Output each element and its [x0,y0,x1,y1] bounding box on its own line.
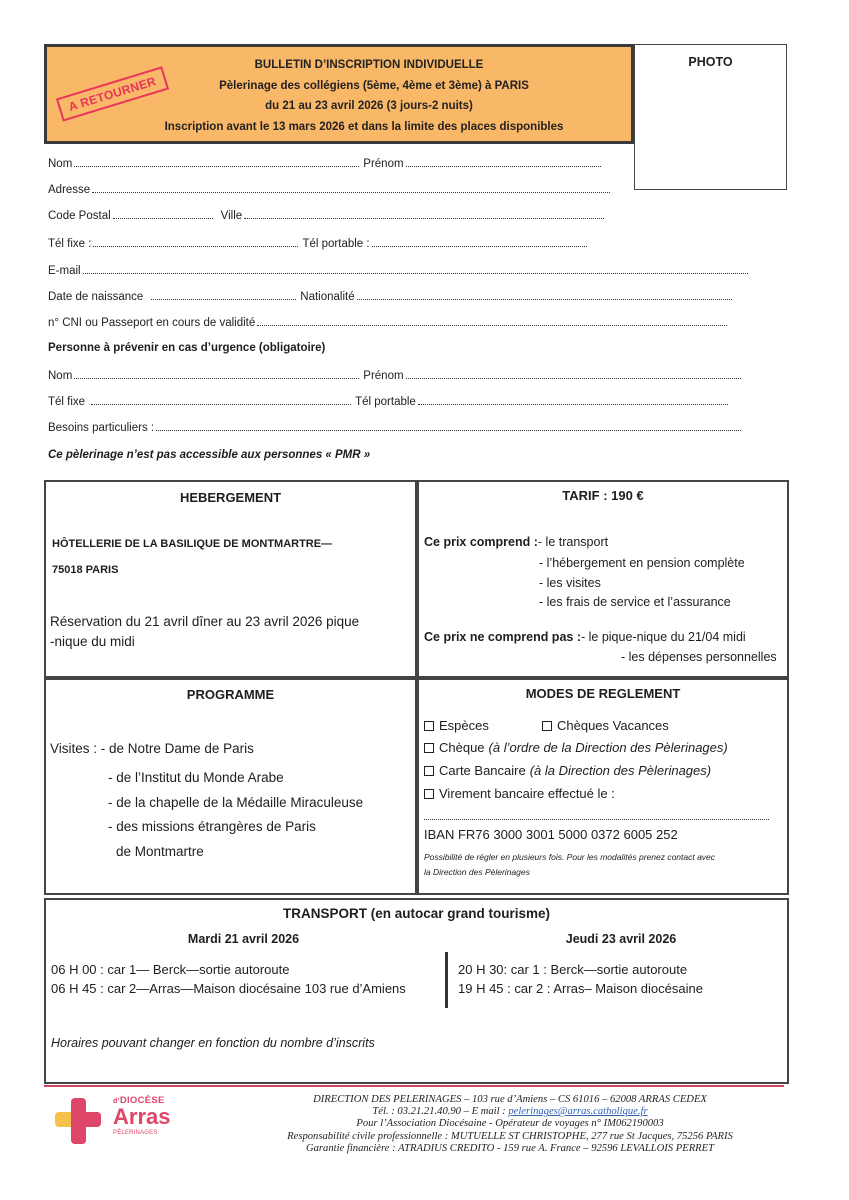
adresse-input[interactable] [92,183,610,193]
payment-carte-label: Carte Bancaire [439,763,526,778]
visit-first [50,741,254,756]
registration-deadline: Inscription avant le 13 mars 2026 et dans la limite des places disponibles [164,120,564,133]
logo-top: DIOCÈSE [119,1095,165,1106]
payment-carte[interactable] [424,763,711,778]
ville-input[interactable] [244,209,604,219]
field-row-cni [48,316,731,329]
price-includes-label: Ce prix comprend : [424,535,538,549]
field-row-naissance [48,290,736,303]
footer-email-link[interactable]: pelerinages@arras.catholique.fr [508,1106,648,1118]
emergency-tel-portable-input[interactable] [418,395,728,405]
footer-guarantee: Garantie financière : ATRADIUS CREDITO - 159 rue A. France – 92596 LEVALLOIS PERRET [305,1142,714,1154]
price-excludes-item: - les dépenses personnelles [621,650,777,664]
label-code-postal: Code Postal [48,210,111,222]
label-adresse: Adresse [48,184,91,196]
payment-cheque[interactable] [424,740,728,755]
label-tel-portable: Tél portable : [302,238,370,250]
label-tel-fixe: Tél fixe : [48,238,92,250]
field-row-email [48,264,752,277]
price-includes-item: - l’hébergement en pension complète [539,556,745,570]
header-banner [44,44,634,144]
hebergement-title: HEBERGEMENT [179,490,282,505]
checkbox-icon[interactable] [424,766,434,776]
label-emergency-nom: Nom [48,370,73,382]
aller-schedule [51,960,406,998]
reglement-title: MODES DE REGLEMENT [525,686,681,701]
payment-especes-label: Espèces [439,718,489,733]
footer-address: DIRECTION DES PELERINAGES – 103 rue d’Amiens – CS 61016 – 62008 ARRAS CEDEX [313,1094,707,1105]
field-row-nom [48,157,605,170]
emergency-contact-title: Personne à prévenir en cas d’urgence (obligatoire) [48,342,326,354]
checkbox-icon[interactable] [424,721,434,731]
label-emergency-tel-portable: Tél portable [355,396,416,408]
payment-virement-label: Virement bancaire effectué le : [439,786,615,801]
field-row-besoins [48,421,745,434]
virement-date-input[interactable] [424,810,769,820]
transport-box [44,898,789,1084]
code-postal-input[interactable] [113,209,213,219]
logo-prefix: d’ [113,1098,120,1105]
emergency-prenom-input[interactable] [406,369,741,379]
label-emergency-prenom: Prénom [363,370,404,382]
schedule-line: 19 H 45 : car 2 : Arras– Maison diocésaine [458,981,703,996]
price-includes-item: - les visites [539,575,601,590]
payment-virement[interactable] [424,786,615,801]
a-retourner-stamp: A RETOURNER [56,66,169,121]
price-excludes-item: - le pique-nique du 21/04 midi [580,630,746,644]
schedule-note: Horaires pouvant changer en fonction du nombre d’inscrits [51,1036,375,1050]
reservation-line1: Réservation du 21 avril dîner au 23 avril 2026 pique [50,614,360,629]
payment-note [424,850,715,880]
nom-input[interactable] [74,157,359,167]
retour-date: Jeudi 23 avril 2026 [565,932,677,946]
trip-dates: du 21 au 23 avril 2026 (3 jours-2 nuits) [265,100,473,112]
programme-title: PROGRAMME [186,687,275,702]
price-includes-item: - le transport [537,535,609,549]
reservation-line2: -nique du midi [50,634,135,649]
footer-operator: Pour l’Association Diocésaine - Opérateur de voyages n° IM062190003 [356,1118,664,1130]
footer-contact-line [225,1106,795,1118]
checkbox-icon[interactable] [424,743,434,753]
label-nom: Nom [48,158,73,170]
programme-box [44,678,417,895]
schedule-divider [445,952,448,1008]
form-title: BULLETIN D’INSCRIPTION INDIVIDUELLE [254,59,484,71]
tarif-box [417,480,789,678]
payment-cheque-note: (à l’ordre de la Direction des Pèlerinages) [488,740,728,755]
price-excludes [424,630,746,644]
hebergement-box [44,480,417,678]
label-email: E-mail [48,265,81,277]
transport-title: TRANSPORT (en autocar grand tourisme) [282,906,551,921]
aller-date: Mardi 21 avril 2026 [187,932,300,946]
email-input[interactable] [83,264,748,274]
visit-item: - des missions étrangères de Paris [108,819,316,834]
payment-note-line2: la Direction des Pèlerinages [424,867,530,877]
payment-cheques-vacances-label: Chèques Vacances [557,718,669,733]
payment-cheque-label: Chèque [439,740,485,755]
nationalite-input[interactable] [357,290,732,300]
field-row-emergency-tel [48,395,732,408]
payment-especes[interactable] [424,718,489,733]
footer-divider [44,1085,784,1087]
visit-item: - de la chapelle de la Médaille Miraculeuse [108,794,364,810]
payment-note-line1: Possibilité de régler en plusieurs fois. Pour les modalités prenez contact avec [424,852,716,862]
schedule-line: 20 H 30: car 1 : Berck—sortie autoroute [458,962,688,977]
field-row-adresse [48,183,614,196]
tel-portable-input[interactable] [372,237,587,247]
price-includes-item: - les frais de service et l’assurance [539,595,731,609]
diocese-arras-logo [55,1093,205,1149]
footer-contact [225,1094,795,1155]
checkbox-icon[interactable] [424,789,434,799]
visit-list [108,766,363,864]
hotel-city: 75018 PARIS [52,564,119,576]
visites-label: Visites : [50,741,98,756]
payment-cheques-vacances[interactable] [542,718,669,733]
field-row-emergency-nom [48,369,745,382]
label-date-naissance: Date de naissance [48,291,144,303]
logo-pelerinages: PÈLERINAGES [113,1130,158,1136]
date-naissance-input[interactable] [151,290,296,300]
label-besoins: Besoins particuliers : [48,422,155,434]
emergency-nom-input[interactable] [74,369,359,379]
cross-icon-part [81,1112,101,1127]
pmr-note: Ce pèlerinage n’est pas accessible aux personnes « PMR » [48,449,371,461]
visit-item: - de Notre Dame de Paris [100,741,254,756]
iban: IBAN FR76 3000 3001 5000 0372 6005 252 [424,827,678,842]
checkbox-icon[interactable] [542,721,552,731]
retour-schedule [458,960,703,998]
emergency-tel-fixe-input[interactable] [91,395,351,405]
footer-phone: Tél. : 03.21.21.40.90 – E mail : [372,1106,509,1118]
payment-carte-note: (à la Direction des Pèlerinages) [529,763,712,778]
cni-input[interactable] [257,316,727,326]
schedule-line: 06 H 00 : car 1— Berck—sortie autoroute [51,962,290,977]
label-ville: Ville [220,210,243,222]
hotel-name: HÔTELLERIE DE LA BASILIQUE DE MONTMARTRE— [52,538,333,550]
logo-arras: Arras [113,1104,171,1129]
visit-item: - de l’Institut du Monde Arabe [108,770,284,785]
field-row-code-postal [48,209,608,222]
tel-fixe-input[interactable] [93,237,298,247]
schedule-line: 06 H 45 : car 2—Arras—Maison diocésaine 103 rue d’Amiens [51,981,406,996]
label-prenom: Prénom [363,158,404,170]
form-subtitle: Pèlerinage des collégiens (5ème, 4ème et 3ème) à PARIS [219,79,529,92]
label-emergency-tel-fixe: Tél fixe [48,396,86,408]
reglement-box [417,678,789,895]
footer-insurance: Responsabilité civile professionnelle : MUTUELLE ST CHRISTOPHE, 277 rue St Jacques, 75256 PARIS [287,1130,733,1142]
photo-box[interactable] [634,44,787,190]
prenom-input[interactable] [406,157,601,167]
visit-item: de Montmartre [116,843,204,859]
field-row-telephone [48,237,591,250]
price-includes-list [539,554,745,613]
label-nationalite: Nationalité [300,291,355,303]
tarif-title: TARIF : 190 € [562,488,644,503]
price-includes [424,535,608,549]
besoins-input[interactable] [156,421,741,431]
photo-label: PHOTO [688,55,733,69]
label-cni: n° CNI ou Passeport en cours de validité [48,317,256,329]
price-excludes-label: Ce prix ne comprend pas : [424,630,581,644]
